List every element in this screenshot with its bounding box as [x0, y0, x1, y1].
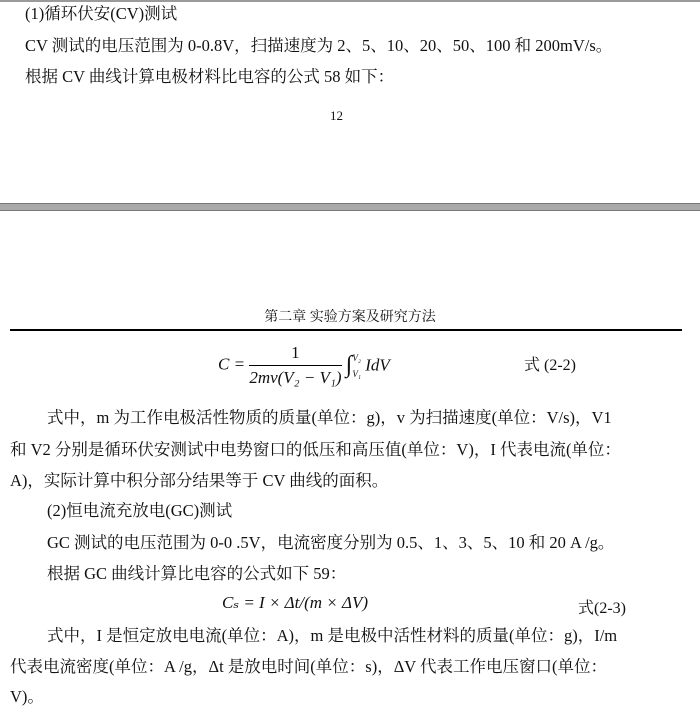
eq-upper-limit: V₂: [352, 352, 361, 363]
page-top-edge: [0, 0, 700, 2]
section-heading-gc: (2)恒电流充放电(GC)测试: [47, 501, 233, 520]
paragraph-line: V)。: [10, 687, 44, 706]
paragraph-line: 式中，I 是恒定放电电流(单位：A)，m 是电极中活性材料的质量(单位：g)，I/m: [47, 626, 618, 645]
paragraph-line: 代表电流密度(单位：A /g，Δt 是放电时间(单位：s)，ΔV 代表工作电压窗口(单位：: [10, 657, 608, 676]
eq-denominator: 2mv(V₂ − V₁): [249, 368, 342, 387]
header-rule: [10, 329, 682, 331]
paragraph: GC 测试的电压范围为 0-0 .5V，电流密度分别为 0.5、1、3、5、10 和 20 A /g。: [47, 533, 615, 552]
equation-label: 式 (2-2): [524, 357, 576, 374]
paragraph-line: A)，实际计算中积分部分结果等于 CV 曲线的面积。: [10, 471, 389, 490]
paragraph-line: 和 V2 分别是循环伏安测试中电势窗口的低压和高压值(单位：V)，I 代表电流(单位：: [10, 440, 621, 459]
eq-numerator: 1: [249, 343, 341, 366]
equation-2-2: [218, 343, 390, 388]
page-number: 12: [330, 108, 343, 123]
eq-integrand: IdV: [365, 355, 390, 375]
eq-lhs: C =: [218, 354, 246, 374]
paragraph: CV 测试的电压范围为 0-0.8V，扫描速度为 2、5、10、20、50、100 和 200mV/s。: [25, 36, 613, 55]
equation-2-3: Cₛ = I × Δt/(m × ΔV): [222, 593, 369, 612]
paragraph: 根据 GC 曲线计算比电容的公式如下 59：: [47, 564, 347, 583]
eq-lower-limit: V₁: [352, 368, 361, 379]
eq-fraction: [249, 343, 341, 388]
equation-label: 式(2-3): [578, 600, 626, 617]
paragraph-line: 式中，m 为工作电极活性物质的质量(单位：g)，v 为扫描速度(单位：V/s)，V1: [47, 408, 612, 427]
running-header: 第二章 实验方案及研究方法: [264, 310, 436, 325]
page-divider: [0, 203, 700, 211]
section-heading-cv: (1)循环伏安(CV)测试: [25, 4, 178, 23]
paragraph: 根据 CV 曲线计算电极材料比电容的公式 58 如下：: [25, 67, 395, 86]
integral-sign: ∫: [345, 352, 353, 378]
